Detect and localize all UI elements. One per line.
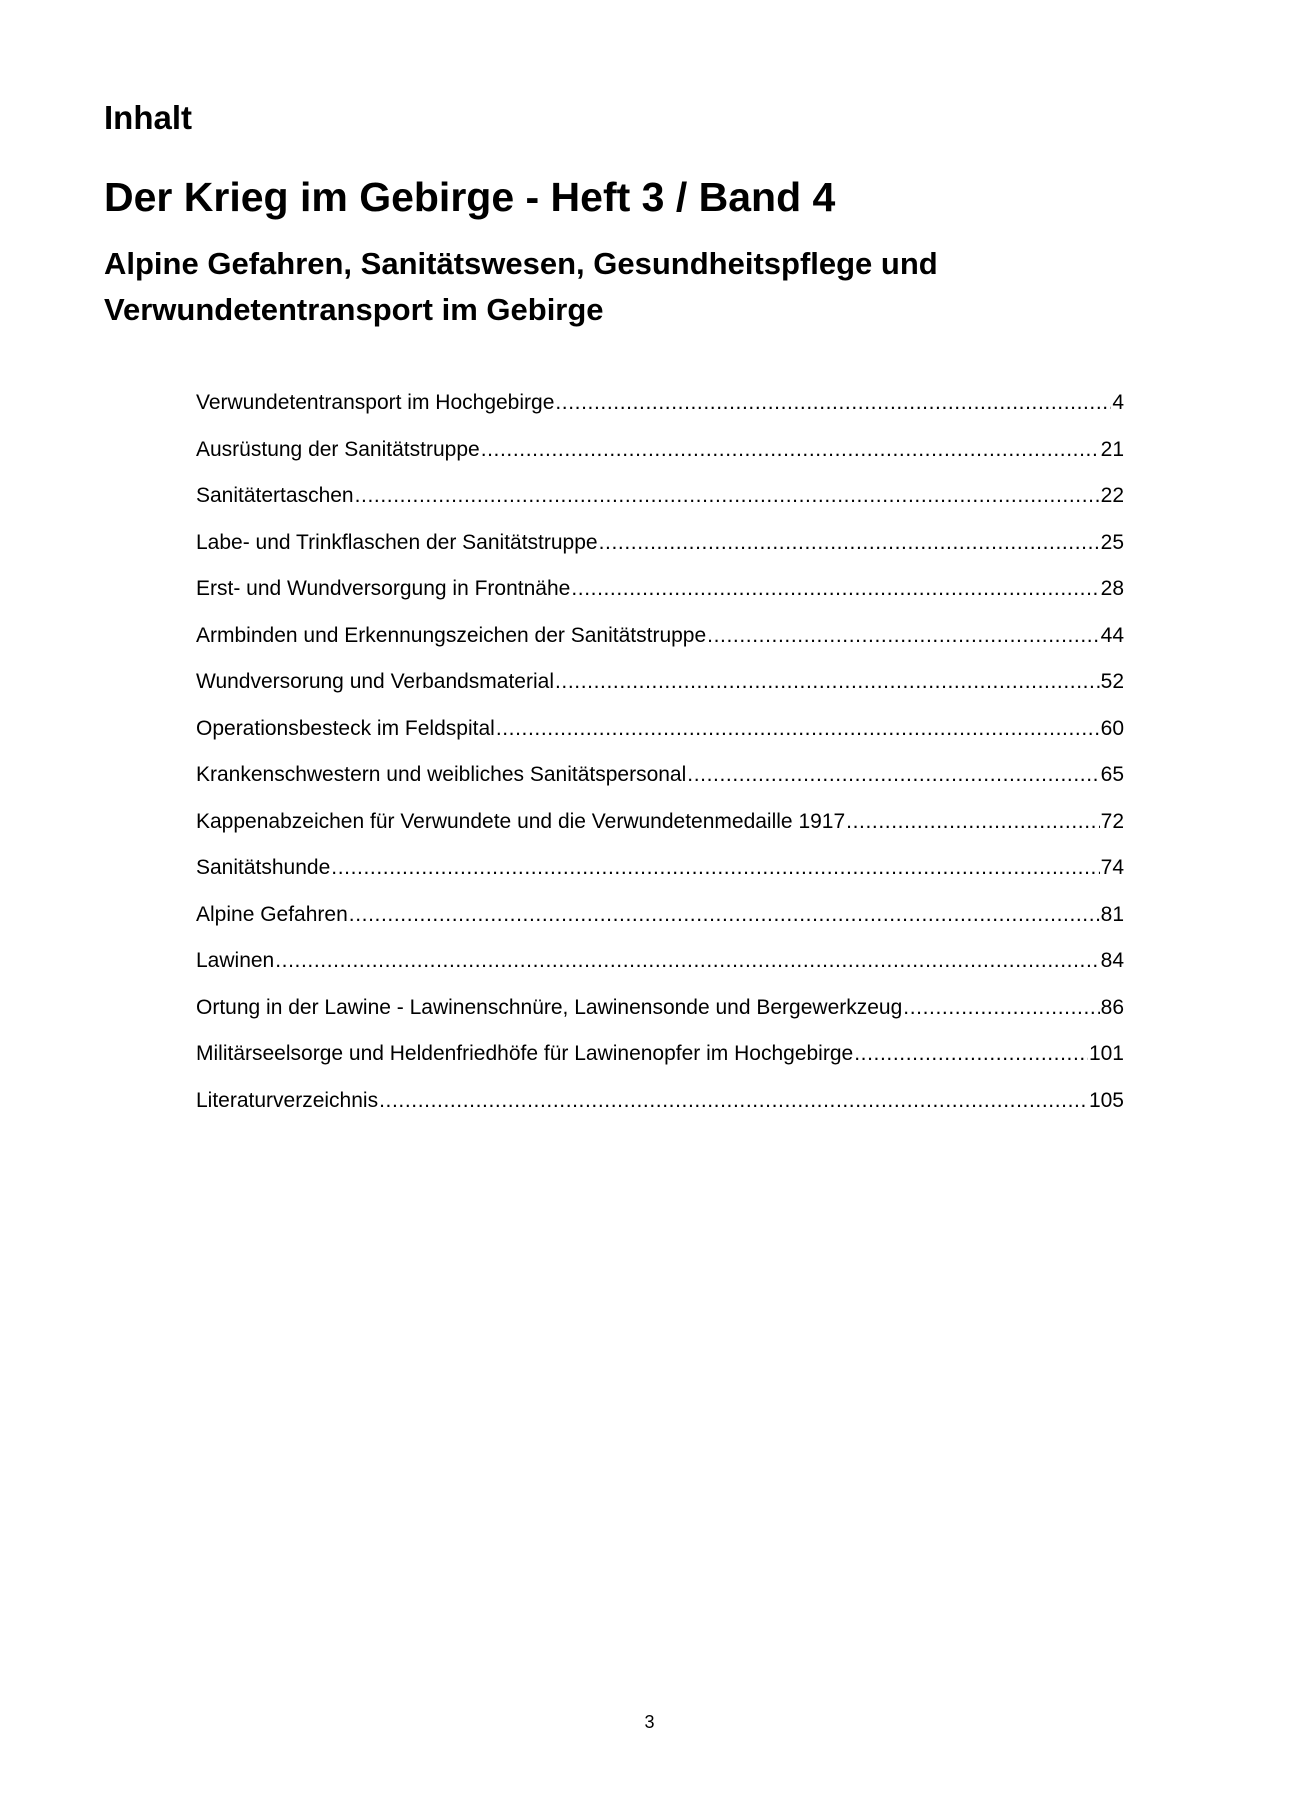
toc-dot-leader — [707, 619, 1099, 653]
toc-entry[interactable] — [196, 572, 1124, 619]
toc-entry[interactable] — [196, 479, 1124, 526]
toc-entry-title: Sanitätertaschen — [196, 484, 354, 507]
toc-entry[interactable] — [196, 851, 1124, 898]
page-number: 3 — [644, 1712, 655, 1732]
toc-entry[interactable] — [196, 665, 1124, 712]
toc-entry[interactable] — [196, 386, 1124, 433]
toc-entry[interactable] — [196, 1084, 1124, 1131]
toc-entry[interactable] — [196, 758, 1124, 805]
toc-entry-page: 28 — [1100, 577, 1124, 600]
toc-dot-leader — [355, 479, 1100, 513]
section-kicker: Inhalt — [104, 99, 192, 136]
toc-entry-page: 25 — [1100, 530, 1124, 554]
document-subtitle: Alpine Gefahren, Sanitätswesen, Gesundheitspflege und Verwundetentransport im Gebirge — [104, 246, 938, 327]
toc-dot-leader — [599, 526, 1100, 560]
toc-entry[interactable] — [196, 712, 1124, 759]
toc-entry-title: Kappenabzeichen für Verwundete und die Verwundetenmedaille 1917 — [196, 809, 846, 833]
toc-dot-leader — [903, 991, 1099, 1025]
toc-entry-title: Sanitätshunde — [196, 856, 331, 879]
toc-entry[interactable] — [196, 433, 1124, 480]
document-title: Der Krieg im Gebirge - Heft 3 / Band 4 — [104, 174, 836, 220]
toc-entry-page: 44 — [1100, 623, 1124, 647]
toc-entry[interactable] — [196, 991, 1124, 1038]
toc-entry-title: Ausrüstung der Sanitätstruppe — [196, 437, 480, 461]
toc-entry-page: 81 — [1100, 902, 1124, 926]
toc-entry-title: Labe- und Trinkflaschen der Sanitätstruppe — [196, 530, 598, 554]
toc-entry[interactable] — [196, 944, 1124, 991]
toc-entry[interactable] — [196, 619, 1124, 666]
toc-dot-leader — [571, 572, 1099, 606]
toc-dot-leader — [854, 1037, 1088, 1071]
toc-entry-title: Armbinden und Erkennungszeichen der Sanitätstruppe — [196, 623, 707, 647]
toc-entry-page: 101 — [1088, 1042, 1124, 1065]
toc-dot-leader — [379, 1084, 1088, 1118]
toc-dot-leader — [331, 851, 1099, 885]
toc-dot-leader — [555, 386, 1111, 420]
toc-entry[interactable] — [196, 898, 1124, 945]
toc-entry[interactable] — [196, 805, 1124, 852]
toc-dot-leader — [349, 898, 1100, 932]
toc-dot-leader — [496, 712, 1100, 746]
toc-entry-page: 22 — [1100, 484, 1124, 507]
toc-entry-page: 72 — [1100, 809, 1124, 833]
toc-entry-page: 21 — [1100, 437, 1124, 461]
toc-entry[interactable] — [196, 1037, 1124, 1084]
table-of-contents — [196, 386, 1124, 1130]
toc-entry-title: Lawinen — [196, 949, 275, 972]
toc-dot-leader — [275, 944, 1099, 978]
toc-entry-page: 4 — [1112, 391, 1124, 414]
toc-entry-title: Literaturverzeichnis — [196, 1088, 379, 1112]
toc-dot-leader — [687, 758, 1099, 792]
toc-entry-title: Krankenschwestern und weibliches Sanitätspersonal — [196, 763, 687, 786]
toc-dot-leader — [846, 805, 1099, 839]
toc-entry-title: Verwundetentransport im Hochgebirge — [196, 391, 555, 414]
toc-entry-page: 60 — [1100, 716, 1124, 740]
toc-entry-page: 52 — [1100, 670, 1124, 693]
toc-entry-page: 84 — [1100, 949, 1124, 972]
toc-entry[interactable] — [196, 526, 1124, 573]
toc-dot-leader — [555, 665, 1100, 699]
toc-entry-title: Operationsbesteck im Feldspital — [196, 716, 495, 740]
toc-entry-title: Alpine Gefahren — [196, 902, 348, 926]
toc-entry-title: Erst- und Wundversorgung in Frontnähe — [196, 577, 571, 600]
toc-entry-page: 74 — [1100, 856, 1124, 879]
toc-entry-page: 65 — [1100, 763, 1124, 786]
toc-entry-page: 86 — [1100, 995, 1124, 1019]
toc-dot-leader — [481, 433, 1100, 467]
toc-entry-title: Wundversorung und Verbandsmaterial — [196, 670, 554, 693]
toc-entry-page: 105 — [1088, 1088, 1124, 1112]
toc-entry-title: Militärseelsorge und Heldenfriedhöfe für Lawinenopfer im Hochgebirge — [196, 1042, 854, 1065]
toc-entry-title: Ortung in der Lawine - Lawinenschnüre, Lawinensonde und Bergewerkzeug — [196, 995, 903, 1019]
